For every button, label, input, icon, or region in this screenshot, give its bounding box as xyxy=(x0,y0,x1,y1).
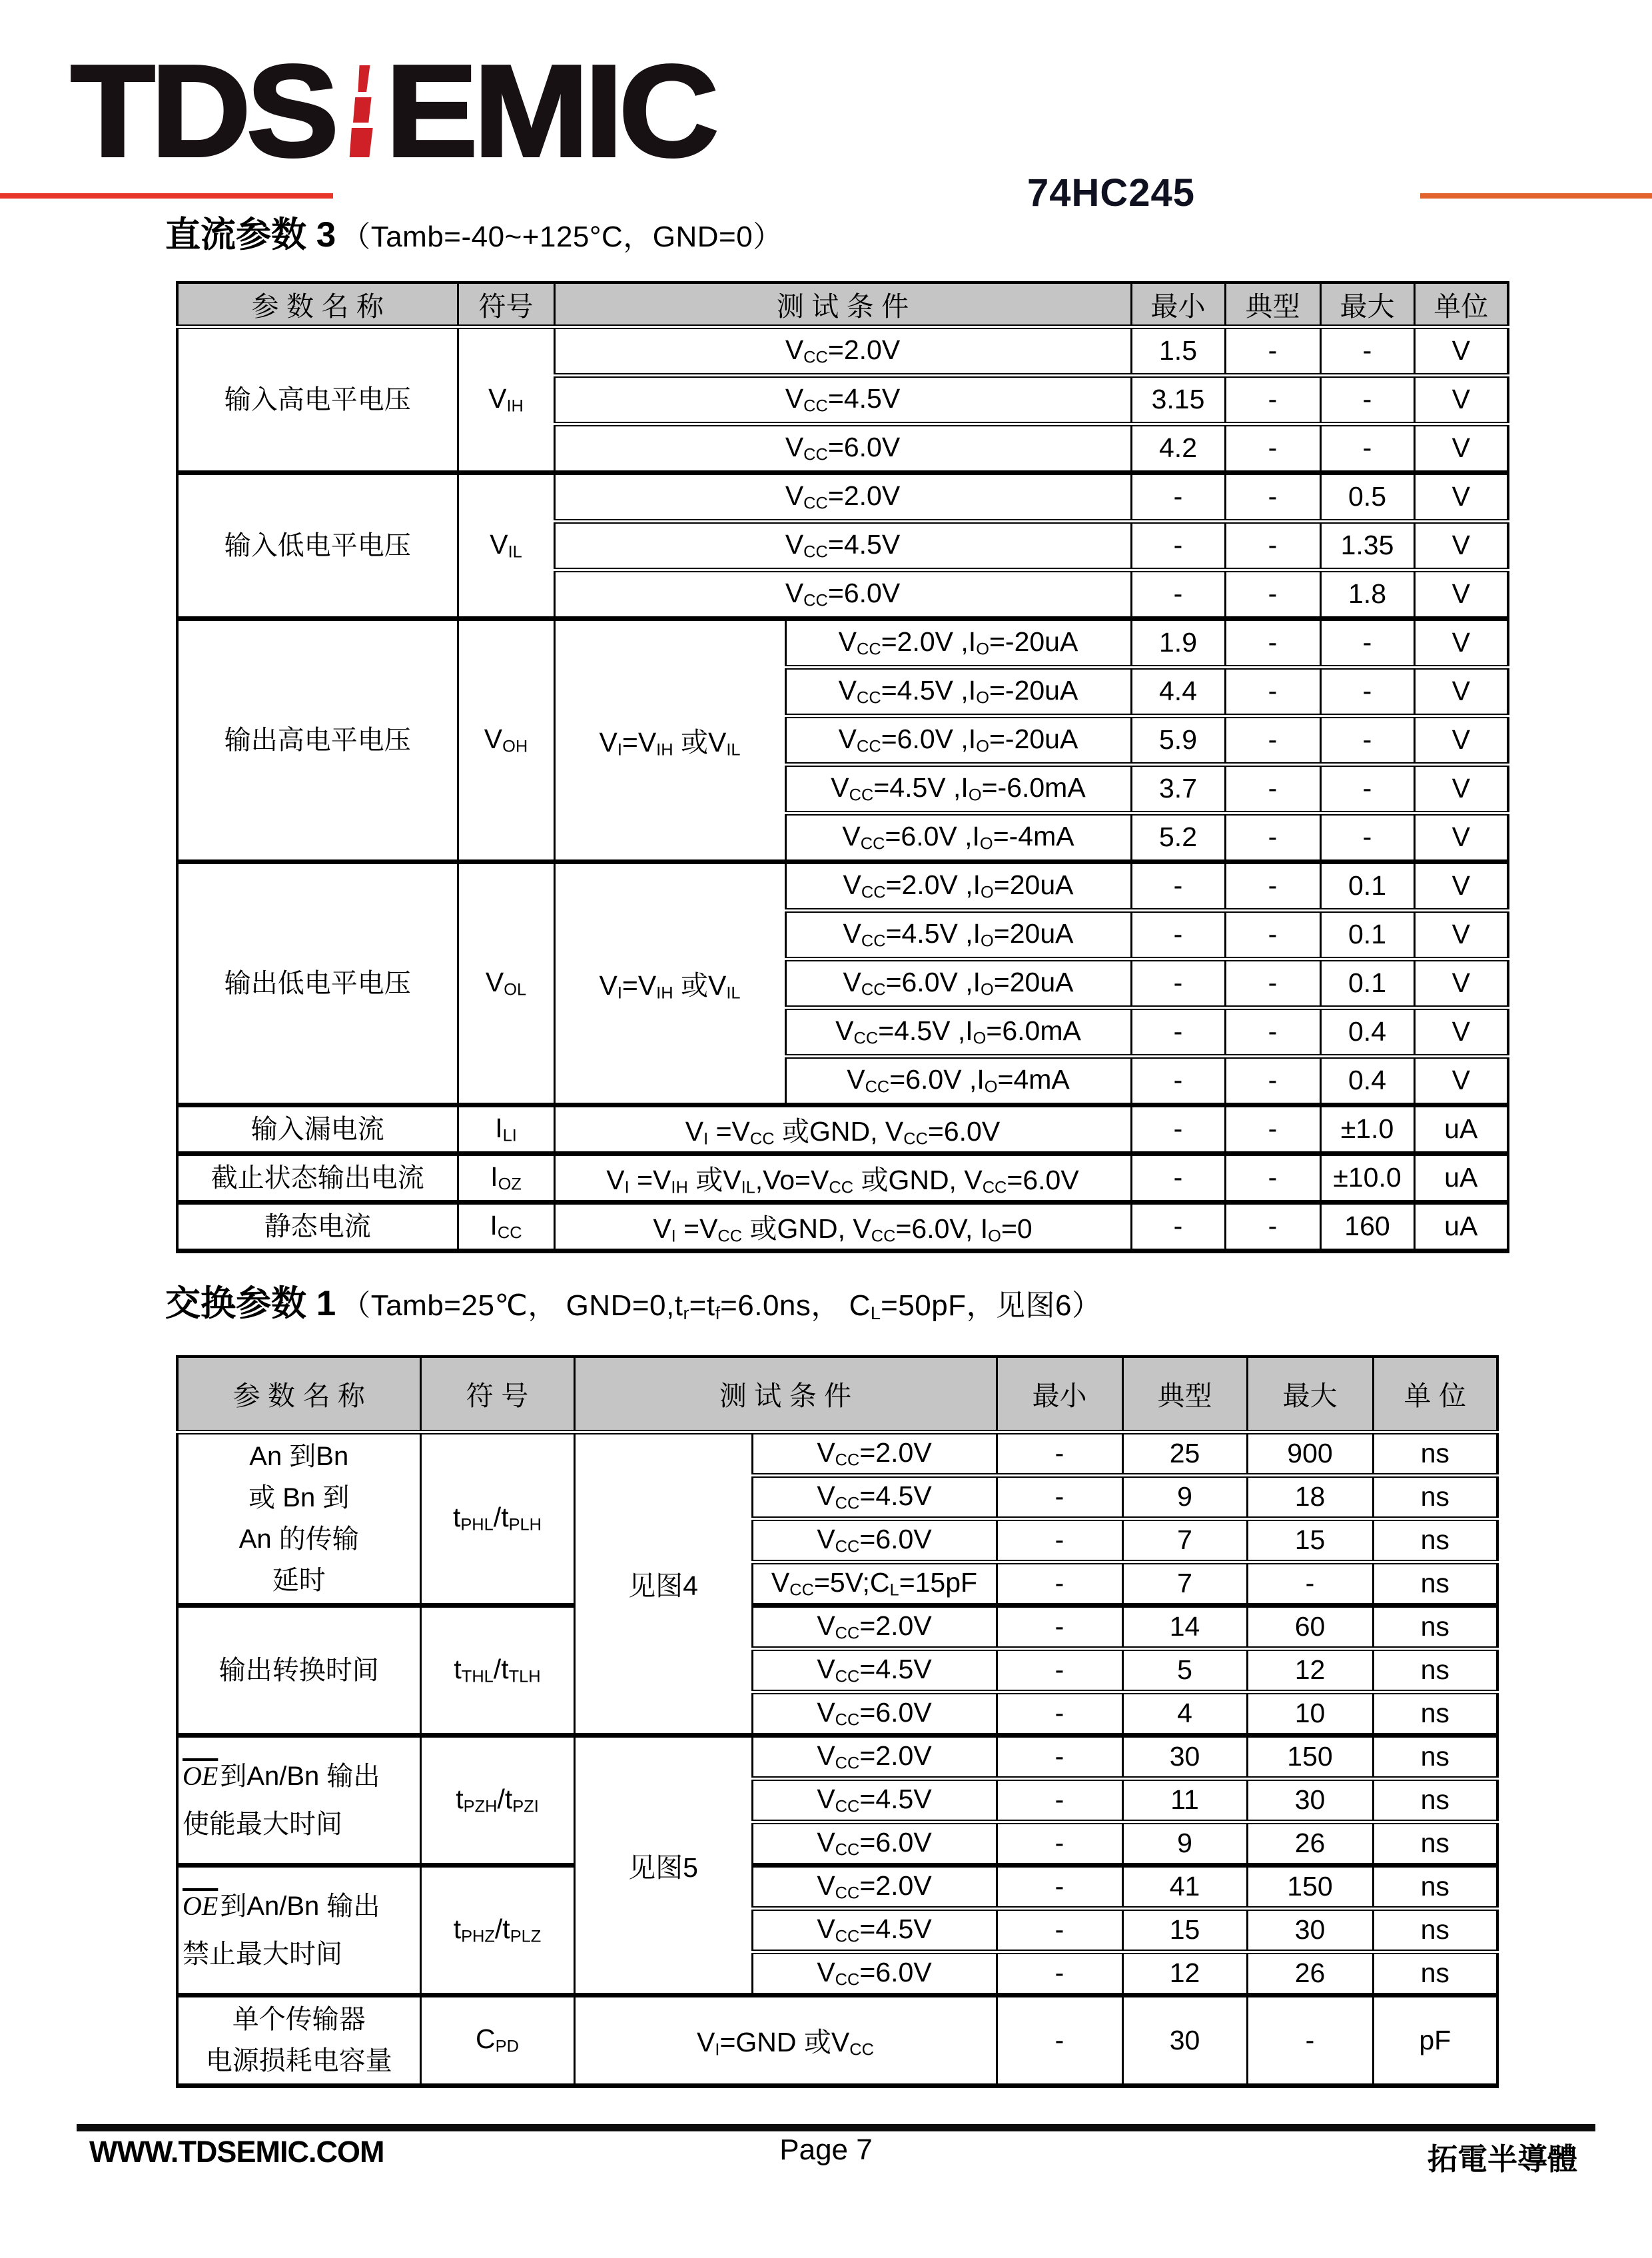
table-cell: 30 xyxy=(1247,1908,1373,1952)
table-cell: $I_{LI}$ xyxy=(458,1105,554,1153)
table-row xyxy=(177,861,1508,910)
column-header: 测 试 条 件 xyxy=(574,1357,997,1432)
column-header: 参 数 名 称 xyxy=(177,282,458,326)
column-header: 最小 xyxy=(1131,282,1225,326)
brand-mark-icon xyxy=(344,65,378,157)
parameter-name-cell: 输入高电平电压 xyxy=(177,326,458,472)
table-cell: - xyxy=(1225,472,1320,521)
table-row xyxy=(177,1202,1508,1251)
table-cell: - xyxy=(997,1605,1122,1648)
parameter-name-cell: 单个传输器 电源损耗电容量 xyxy=(177,1995,420,2085)
table-cell: 7 xyxy=(1122,1518,1247,1562)
table-cell: 3.15 xyxy=(1131,375,1225,424)
table-cell: - xyxy=(997,1908,1122,1952)
table-row xyxy=(177,1865,1497,1908)
table-cell: $V_{CC}=6.0V$ $,I_O=20uA$ xyxy=(785,959,1131,1007)
table-cell: $V_I=GND$ 或$V_{CC}$ xyxy=(574,1995,997,2085)
table-cell: $V_{OH}$ xyxy=(458,618,554,861)
column-header: 典型 xyxy=(1122,1357,1247,1432)
table-cell: 见图4 xyxy=(574,1432,752,1735)
section-condition-text: （Tamb=-40~+125°C，GND=0） xyxy=(341,221,783,253)
table-cell: $V_I=V_{IH}$ 或$V_{IL}$ xyxy=(554,861,785,1105)
brand-logo xyxy=(71,38,715,184)
table-cell: $V_{CC}=2.0V$ $,I_O=20uA$ xyxy=(785,861,1131,910)
table-cell: $t_{PZH}/t_{PZI}$ xyxy=(420,1735,574,1865)
table-cell: $V_{CC}=6.0V$ $,I_O=-4mA$ xyxy=(785,813,1131,861)
table-cell: V xyxy=(1414,375,1508,424)
table-cell: - xyxy=(1320,618,1414,667)
table-cell: 30 xyxy=(1122,1735,1247,1778)
table-cell: 7 xyxy=(1122,1562,1247,1605)
table-cell: - xyxy=(1225,375,1320,424)
parameter-name-cell: $\overline{OE}$到An/Bn 输出 禁止最大时间 xyxy=(177,1865,420,1995)
table-cell: $t_{PHL}/t_{PLH}$ xyxy=(420,1432,574,1605)
column-header: 单位 xyxy=(1414,282,1508,326)
table-cell: - xyxy=(1225,1056,1320,1105)
table-cell: 15 xyxy=(1247,1518,1373,1562)
table-cell: 5 xyxy=(1122,1648,1247,1692)
table-cell: - xyxy=(1225,326,1320,375)
table-cell: - xyxy=(997,1562,1122,1605)
parameter-name-cell: $\overline{OE}$到An/Bn 输出 使能最大时间 xyxy=(177,1735,420,1865)
table-cell: - xyxy=(1320,375,1414,424)
table-cell: 0.5 xyxy=(1320,472,1414,521)
table-cell: - xyxy=(1131,1007,1225,1056)
footer-website: WWW.TDSEMIC.COM xyxy=(89,2135,384,2169)
table-cell: - xyxy=(1131,959,1225,1007)
table-cell: - xyxy=(1225,959,1320,1007)
table-row xyxy=(177,472,1508,521)
parameter-name-cell: 输出低电平电压 xyxy=(177,861,458,1105)
table-cell: 见图5 xyxy=(574,1735,752,1995)
table-cell: $V_{CC}=6.0V$ xyxy=(752,1518,997,1562)
table-cell: 9 xyxy=(1122,1475,1247,1518)
footer-page-number: Page 7 xyxy=(779,2133,873,2166)
table-cell: ns xyxy=(1373,1605,1497,1648)
table-cell: - xyxy=(1225,813,1320,861)
table-cell: - xyxy=(997,1822,1122,1865)
table-cell: ns xyxy=(1373,1822,1497,1865)
table-row xyxy=(177,1105,1508,1153)
table-cell: 30 xyxy=(1122,1995,1247,2085)
table-cell: V xyxy=(1414,716,1508,764)
table-cell: $V_{CC}=4.5V$ xyxy=(752,1908,997,1952)
table-cell: ±1.0 xyxy=(1320,1105,1414,1153)
table-cell: 3.7 xyxy=(1131,764,1225,813)
table-cell: - xyxy=(1225,716,1320,764)
table-cell: V xyxy=(1414,472,1508,521)
column-header: 测 试 条 件 xyxy=(554,282,1131,326)
table-cell: 60 xyxy=(1247,1605,1373,1648)
table-cell: uA xyxy=(1414,1105,1508,1153)
table-cell: $V_{CC}=4.5V$ xyxy=(752,1475,997,1518)
table-cell: ns xyxy=(1373,1432,1497,1475)
table-cell: 150 xyxy=(1247,1865,1373,1908)
table-row xyxy=(177,282,1508,326)
table-cell: - xyxy=(1320,326,1414,375)
table-cell: 4 xyxy=(1122,1692,1247,1735)
footer-divider xyxy=(77,2124,1595,2131)
column-header: 单 位 xyxy=(1373,1357,1497,1432)
parameter-name-cell: 输出转换时间 xyxy=(177,1605,420,1735)
table-cell: - xyxy=(1225,1007,1320,1056)
section-title-text: 直流参数 3 xyxy=(165,215,336,255)
table-cell: 12 xyxy=(1247,1648,1373,1692)
switching-parameters-body xyxy=(177,1357,1497,2085)
table-row xyxy=(177,618,1508,667)
table-cell: 1.5 xyxy=(1131,326,1225,375)
table-cell: V xyxy=(1414,570,1508,618)
table-cell: $V_{CC}=4.5V$ xyxy=(554,375,1131,424)
table-cell: V xyxy=(1414,424,1508,472)
table-cell: 41 xyxy=(1122,1865,1247,1908)
column-header: 最大 xyxy=(1247,1357,1373,1432)
table-cell: 0.4 xyxy=(1320,1007,1414,1056)
table-cell: ns xyxy=(1373,1475,1497,1518)
table-cell: 12 xyxy=(1122,1952,1247,1995)
table-cell: $t_{THL}/t_{TLH}$ xyxy=(420,1605,574,1735)
table-cell: $V_{OL}$ xyxy=(458,861,554,1105)
table-row xyxy=(177,1357,1497,1432)
table-cell: V xyxy=(1414,910,1508,959)
table-row xyxy=(177,1995,1497,2085)
table-cell: 4.2 xyxy=(1131,424,1225,472)
table-cell: - xyxy=(1131,1105,1225,1153)
table-cell: 5.9 xyxy=(1131,716,1225,764)
table-cell: 9 xyxy=(1122,1822,1247,1865)
table-cell: - xyxy=(1225,1202,1320,1251)
table-cell: - xyxy=(1131,1202,1225,1251)
table-cell: - xyxy=(1225,667,1320,716)
table-cell: 900 xyxy=(1247,1432,1373,1475)
table-cell: - xyxy=(1131,861,1225,910)
table-cell: 0.4 xyxy=(1320,1056,1414,1105)
table-cell: $I_{OZ}$ xyxy=(458,1153,554,1202)
header-divider-left xyxy=(0,193,333,199)
table-cell: - xyxy=(1225,764,1320,813)
parameter-name-cell: An 到Bn 或 Bn 到 An 的传输 延时 xyxy=(177,1432,420,1605)
table-cell: ns xyxy=(1373,1865,1497,1908)
table-cell: 1.35 xyxy=(1320,521,1414,570)
table-cell: ns xyxy=(1373,1908,1497,1952)
table-cell: ns xyxy=(1373,1735,1497,1778)
table-cell: $t_{PHZ}/t_{PLZ}$ xyxy=(420,1865,574,1995)
section-title-switching-parameters xyxy=(165,1275,1102,1326)
table-cell: V xyxy=(1414,764,1508,813)
table-cell: - xyxy=(997,1952,1122,1995)
table-cell: - xyxy=(1225,618,1320,667)
section-title-text: 交换参数 1 xyxy=(165,1284,336,1323)
table-cell: $V_I=V_{IH}$ 或$V_{IL}$ xyxy=(554,618,785,861)
table-cell: - xyxy=(1131,570,1225,618)
table-cell: 15 xyxy=(1122,1908,1247,1952)
table-cell: $V_{CC}=5V;C_L=15pF$ xyxy=(752,1562,997,1605)
column-header: 最小 xyxy=(997,1357,1122,1432)
brand-text-left: TDS xyxy=(71,38,335,184)
table-cell: $V_{CC}=6.0V$ xyxy=(554,570,1131,618)
table-cell: $V_I =V_{CC}$ 或GND, $V_{CC}=6.0V$ xyxy=(554,1105,1131,1153)
table-cell: 26 xyxy=(1247,1952,1373,1995)
table-row xyxy=(177,1735,1497,1778)
table-cell: - xyxy=(1225,1105,1320,1153)
table-cell: - xyxy=(1225,910,1320,959)
table-cell: 0.1 xyxy=(1320,861,1414,910)
column-header: 符号 xyxy=(458,282,554,326)
parameter-name-cell: 输出高电平电压 xyxy=(177,618,458,861)
table-cell: $V_{IL}$ xyxy=(458,472,554,618)
table-cell: V xyxy=(1414,618,1508,667)
table-cell: ±10.0 xyxy=(1320,1153,1414,1202)
table-cell: ns xyxy=(1373,1648,1497,1692)
table-cell: - xyxy=(1320,813,1414,861)
table-cell: - xyxy=(997,1475,1122,1518)
table-cell: 0.1 xyxy=(1320,959,1414,1007)
table-cell: $V_{CC}=2.0V$ xyxy=(752,1605,997,1648)
table-cell: - xyxy=(1131,521,1225,570)
section-condition-text: （Tamb=25℃， $GND=0,t_r=t_f=6.0ns$， $C_L=50pF$，见图6） xyxy=(341,1289,1102,1323)
table-cell: - xyxy=(1225,521,1320,570)
table-cell: 14 xyxy=(1122,1605,1247,1648)
table-cell: $V_{CC}=4.5V$ $,I_O=-20uA$ xyxy=(785,667,1131,716)
table-row xyxy=(177,1153,1508,1202)
table-cell: 11 xyxy=(1122,1778,1247,1822)
overline-text: $\overline{OE}$ xyxy=(183,1760,218,1791)
table-cell: - xyxy=(997,1648,1122,1692)
table-cell: V xyxy=(1414,521,1508,570)
table-cell: - xyxy=(1225,1153,1320,1202)
parameter-name-cell: 静态电流 xyxy=(177,1202,458,1251)
column-header: 符 号 xyxy=(420,1357,574,1432)
table-cell: - xyxy=(1320,764,1414,813)
footer-company-name: 拓電半導體 xyxy=(1427,2142,1577,2176)
table-cell: 10 xyxy=(1247,1692,1373,1735)
table-cell: V xyxy=(1414,861,1508,910)
brand-text-right: EMIC xyxy=(385,38,715,184)
column-header: 参 数 名 称 xyxy=(177,1357,420,1432)
table-cell: - xyxy=(1131,472,1225,521)
table-cell: $C_{PD}$ xyxy=(420,1995,574,2085)
table-row xyxy=(177,1432,1497,1475)
table-cell: ns xyxy=(1373,1778,1497,1822)
table-cell: - xyxy=(1131,1056,1225,1105)
table-cell: - xyxy=(1320,716,1414,764)
table-cell: $V_{CC}=6.0V$ $,I_O=-20uA$ xyxy=(785,716,1131,764)
table-cell: - xyxy=(1225,861,1320,910)
table-cell: $V_I =V_{IH}$ 或$V_{IL},Vo=V_{CC}$ 或GND, $V_{CC}=6.0V$ xyxy=(554,1153,1131,1202)
table-cell: - xyxy=(997,1735,1122,1778)
table-cell: $V_{CC}=2.0V$ xyxy=(554,472,1131,521)
table-cell: $I_{CC}$ xyxy=(458,1202,554,1251)
table-cell: $V_{CC}=2.0V$ xyxy=(752,1735,997,1778)
column-header: 典型 xyxy=(1225,282,1320,326)
table-cell: 5.2 xyxy=(1131,813,1225,861)
table-cell: - xyxy=(1247,1562,1373,1605)
table-cell: - xyxy=(997,1432,1122,1475)
table-cell: ns xyxy=(1373,1952,1497,1995)
table-cell: $V_{CC}=6.0V$ xyxy=(752,1692,997,1735)
table-cell: 18 xyxy=(1247,1475,1373,1518)
table-cell: $V_{CC}=6.0V$ $,I_O=4mA$ xyxy=(785,1056,1131,1105)
table-cell: V xyxy=(1414,813,1508,861)
table-cell: ns xyxy=(1373,1518,1497,1562)
table-cell: $V_{CC}=6.0V$ xyxy=(752,1952,997,1995)
table-cell: - xyxy=(1131,1153,1225,1202)
table-cell: - xyxy=(997,1778,1122,1822)
table-cell: - xyxy=(1320,424,1414,472)
table-cell: $V_{CC}=6.0V$ xyxy=(752,1822,997,1865)
table-cell: 25 xyxy=(1122,1432,1247,1475)
table-cell: V xyxy=(1414,326,1508,375)
table-cell: 30 xyxy=(1247,1778,1373,1822)
table-cell: - xyxy=(1225,570,1320,618)
table-cell: - xyxy=(997,1865,1122,1908)
switching-parameters-table xyxy=(176,1355,1499,2088)
table-cell: $V_{CC}=4.5V$ xyxy=(752,1778,997,1822)
table-cell: pF xyxy=(1373,1995,1497,2085)
part-number: 74HC245 xyxy=(1027,171,1196,215)
table-cell: $V_{CC}=2.0V$ xyxy=(752,1432,997,1475)
table-cell: V xyxy=(1414,1007,1508,1056)
table-cell: - xyxy=(1225,424,1320,472)
table-cell: $V_{CC}=2.0V$ xyxy=(752,1865,997,1908)
parameter-name-cell: 输入低电平电压 xyxy=(177,472,458,618)
table-row xyxy=(177,326,1508,375)
table-cell: 0.1 xyxy=(1320,910,1414,959)
header-divider-right xyxy=(1420,193,1652,199)
table-cell: $V_{CC}=6.0V$ xyxy=(554,424,1131,472)
table-cell: - xyxy=(997,1518,1122,1562)
table-cell: - xyxy=(997,1692,1122,1735)
table-cell: - xyxy=(1131,910,1225,959)
table-cell: ns xyxy=(1373,1692,1497,1735)
table-cell: 150 xyxy=(1247,1735,1373,1778)
table-cell: - xyxy=(997,1995,1122,2085)
table-cell: $V_{CC}=4.5V$ $,I_O=6.0mA$ xyxy=(785,1007,1131,1056)
table-cell: $V_{CC}=4.5V$ xyxy=(554,521,1131,570)
section-title-dc-parameters xyxy=(165,207,783,257)
table-cell: 4.4 xyxy=(1131,667,1225,716)
parameter-name-cell: 截止状态输出电流 xyxy=(177,1153,458,1202)
parameter-name-cell: 输入漏电流 xyxy=(177,1105,458,1153)
dc-parameters-body xyxy=(177,282,1508,1251)
table-cell: V xyxy=(1414,1056,1508,1105)
table-cell: V xyxy=(1414,667,1508,716)
table-cell: - xyxy=(1247,1995,1373,2085)
dc-parameters-table xyxy=(176,281,1509,1253)
table-cell: $V_{CC}=4.5V$ xyxy=(752,1648,997,1692)
table-cell: $V_{CC}=2.0V$ xyxy=(554,326,1131,375)
table-cell: $V_{CC}=4.5V$ $,I_O=20uA$ xyxy=(785,910,1131,959)
table-row xyxy=(177,1605,1497,1648)
table-cell: - xyxy=(1320,667,1414,716)
table-cell: 1.9 xyxy=(1131,618,1225,667)
table-cell: $V_I =V_{CC}$ 或GND, $V_{CC}=6.0V$, $I_O=0$ xyxy=(554,1202,1131,1251)
table-cell: 160 xyxy=(1320,1202,1414,1251)
table-cell: $V_{IH}$ xyxy=(458,326,554,472)
overline-text: $\overline{OE}$ xyxy=(183,1890,218,1921)
table-cell: uA xyxy=(1414,1153,1508,1202)
table-cell: ns xyxy=(1373,1562,1497,1605)
table-cell: 26 xyxy=(1247,1822,1373,1865)
table-cell: uA xyxy=(1414,1202,1508,1251)
table-cell: $V_{CC}=4.5V$ $,I_O=-6.0mA$ xyxy=(785,764,1131,813)
table-cell: 1.8 xyxy=(1320,570,1414,618)
table-cell: V xyxy=(1414,959,1508,1007)
table-cell: $V_{CC}=2.0V$ $,I_O=-20uA$ xyxy=(785,618,1131,667)
column-header: 最大 xyxy=(1320,282,1414,326)
